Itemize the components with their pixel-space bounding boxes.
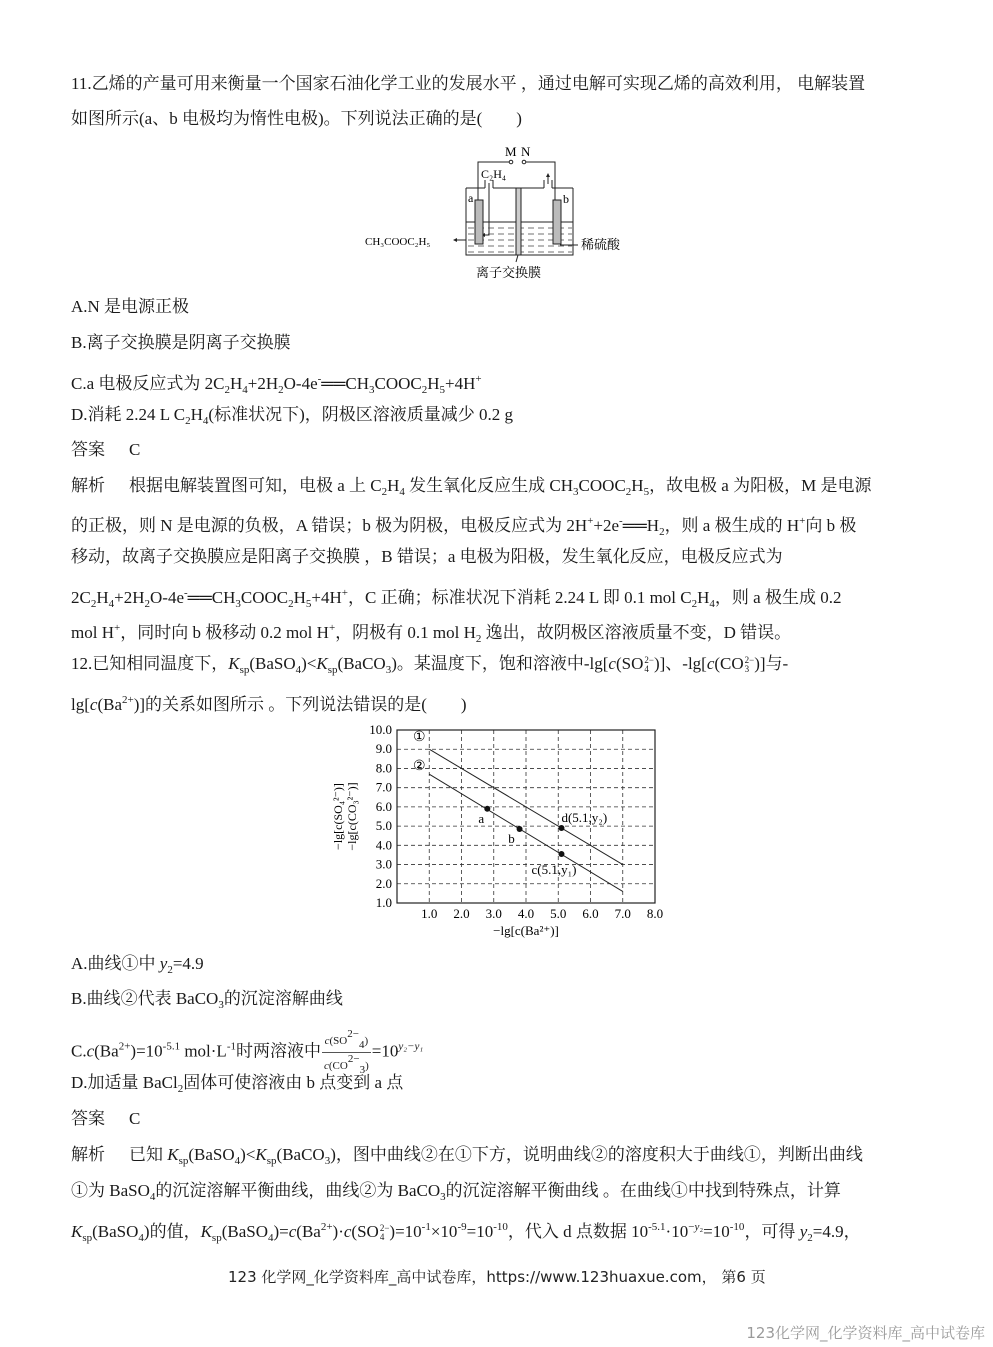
q11-option-d: D.消耗 2.24 L $C_2H_4$(标准状况下)，阴极区溶液质量减少 0.2 g: [71, 405, 513, 427]
y-axis-label-2: −lg[c(CO₃²⁻)]: [345, 782, 359, 851]
x-tick-label: 8.0: [646, 906, 664, 921]
label-b: b: [563, 192, 569, 206]
x-tick-label: 5.0: [550, 906, 567, 921]
q11-analysis-line4: $2C_2H_4+2H_2O-4e^-══CH_3COOC_2H_5+4H^+$，C 正确；标准状况下消耗 2.24 L 即 0.1 mol $C_2H_4$，则 a 极生成 0.2: [71, 587, 842, 610]
q11-analysis-line1: 解析 根据电解装置图可知，电极 a 上 $C_2H_4$ 发生氧化反应生成 $CH_3COOC_2H_5$，故电极 a 为阳极，M 是电源: [71, 476, 872, 498]
point-label-b: b: [508, 830, 515, 846]
data-point-a: [484, 806, 490, 812]
q12-answer: 答案 C: [71, 1109, 141, 1128]
y-tick-label: 6.0: [375, 798, 392, 814]
y-tick-label: 10.0: [369, 722, 392, 737]
electrode-a: [475, 200, 483, 244]
x-tick-label: 3.0: [485, 906, 502, 921]
q11-option-a: A.N 是电源正极: [71, 297, 190, 316]
wire-right: [526, 162, 555, 200]
q12-option-d: D.加适量 BaCl$_2$固体可使溶液由 b 点变到 a 点: [71, 1073, 404, 1095]
q12-stem-line1: 12.已知相同温度下，$K_{sp}(BaSO_4)<K_{sp}(BaCO_3)$。某温度下，饱和溶液中-lg[c(SO 2− 4 )]、-lg[c(CO 2− 3 )]与-: [71, 654, 789, 676]
q11-answer-value: C: [129, 440, 141, 459]
label-C2H4: C₂H₄: [481, 167, 507, 181]
x-tick-label: 2.0: [453, 906, 470, 921]
page-footer: 123 化学网_化学资料库_高中试卷库，https://www.123huaxue.com， 第6 页: [228, 1268, 766, 1286]
q11-stem-line1: 11.乙烯的产量可用来衡量一个国家石油化学工业的发展水平 ，通过电解可实现乙烯的高效利用， 电解装置: [71, 74, 866, 93]
q11-analysis-line2: 的正极，则 N 是电源的负极，A 错误；b 极为阴极，电极反应式为 $2H^++2e^-══H_2$，则 a 极生成的 H+向 b 极: [71, 515, 857, 538]
series-label-2: ②: [412, 759, 426, 775]
watermark: 123化学网_化学资料库_高中试卷库: [746, 1324, 985, 1342]
y-tick-label: 9.0: [375, 741, 392, 757]
label-a: a: [468, 191, 474, 205]
label-product: CH₃COOC₂H₅: [365, 236, 431, 248]
x-tick-label: 4.0: [517, 906, 535, 921]
x-tick-label: 6.0: [582, 906, 599, 921]
label-M: M: [505, 144, 517, 159]
q12-analysis-line1: 解析 已知 $K_{sp}(BaSO_4)<K_{sp}(BaCO_3)$，图中曲线②在①下方，说明曲线②的溶度积大于曲线①，判断出曲线: [71, 1145, 863, 1167]
ksp-chart: [320, 722, 670, 944]
x-tick-label: 1.0: [421, 906, 438, 921]
x-tick-label: 7.0: [614, 906, 631, 921]
q11-analysis-line3: 移动，故离子交换膜应是阳离子交换膜 ，B 错误；a 电极为阳极，发生氧化反应，电极反应式为: [71, 547, 783, 566]
y-tick-label: 3.0: [375, 856, 392, 872]
y-tick-label: 1.0: [375, 895, 392, 910]
label-N: N: [521, 144, 531, 159]
data-point-b: [517, 826, 523, 832]
q12-stem-line2: $\lg[c(Ba^{2+})]$的关系如图所示 。下列说法错误的是( ): [71, 694, 467, 714]
y-tick-label: 7.0: [375, 779, 392, 795]
data-point-d: [558, 825, 564, 831]
q12-option-b: B.曲线②代表 BaCO$_3$的沉淀溶解曲线: [71, 989, 343, 1011]
label-dilute-acid: 稀硫酸: [581, 237, 621, 252]
y-tick-label: 5.0: [375, 818, 392, 834]
terminal-N: [522, 160, 526, 164]
y-tick-label: 4.0: [375, 837, 392, 853]
point-label-a: a: [478, 810, 485, 826]
y-tick-label: 8.0: [375, 760, 392, 776]
q11-option-b: B.离子交换膜是阴离子交换膜: [71, 333, 291, 352]
y-tick-label: 2.0: [375, 875, 392, 891]
data-point-c: [558, 851, 564, 857]
q12-analysis-line2: ①为 BaSO$_4$的沉淀溶解平衡曲线，曲线②为 BaCO$_3$的沉淀溶解平衡曲线 。在曲线①中找到特殊点，计算: [71, 1181, 841, 1203]
q11-stem-line2: 如图所示(a、b 电极均为惰性电极)。下列说法正确的是( ): [71, 109, 522, 128]
x-axis-label: −lg[c(Ba²⁺)]: [493, 923, 559, 938]
point-label-d: d(5.1,y₂): [561, 810, 608, 826]
y-axis-label-1: −lg[c(SO₄²⁻)]: [331, 783, 345, 850]
q12-option-c: $C.c(Ba^{2+})=10^{-5.1}$ $mol\cdot L^{-1}$时两溶液中 $\frac{c(SO2-4)}{c(CO2-3)}$ $=10^{y_2-y_1}$: [71, 1028, 424, 1076]
q12-answer-value: C: [129, 1109, 141, 1128]
q12-analysis-line3: $K_{sp}(BaSO_4)$的值，$K_{sp}(BaSO_4)=c(Ba^{2+})\cdot c(SO$ 2− 4 )$=10^{-1}\times 10^{-9}=10^{-10}$，代入 d 点数据 $10^{-5.1}\cdot 10^{-y_2}=10^{-10}$，可得 $y_2=4.9$，: [71, 1221, 861, 1244]
label-membrane: 离子交换膜: [476, 265, 542, 280]
electrode-b: [553, 200, 561, 244]
q11-option-c: C.a 电极反应式为 $2C_2H_4+2H_2O-4e^-══CH_3COOC_2H_5+4H^+$: [71, 373, 482, 396]
ion-exchange-membrane: [516, 188, 521, 255]
q11-analysis-line5: mol H+，同时向 b 极移动 0.2 mol H+，阴极有 0.1 mol $H_2$ 逸出，故阴极区溶液质量不变，D 错误。: [71, 622, 792, 645]
terminal-M: [509, 160, 513, 164]
q11-answer: 答案 C: [71, 440, 141, 459]
point-label-c: c(5.1,y₁): [531, 861, 577, 877]
electrolysis-diagram: [360, 140, 640, 285]
q12-option-a: A.曲线①中 $y_2=4.9$: [71, 954, 204, 976]
series-label-1: ①: [412, 730, 426, 746]
